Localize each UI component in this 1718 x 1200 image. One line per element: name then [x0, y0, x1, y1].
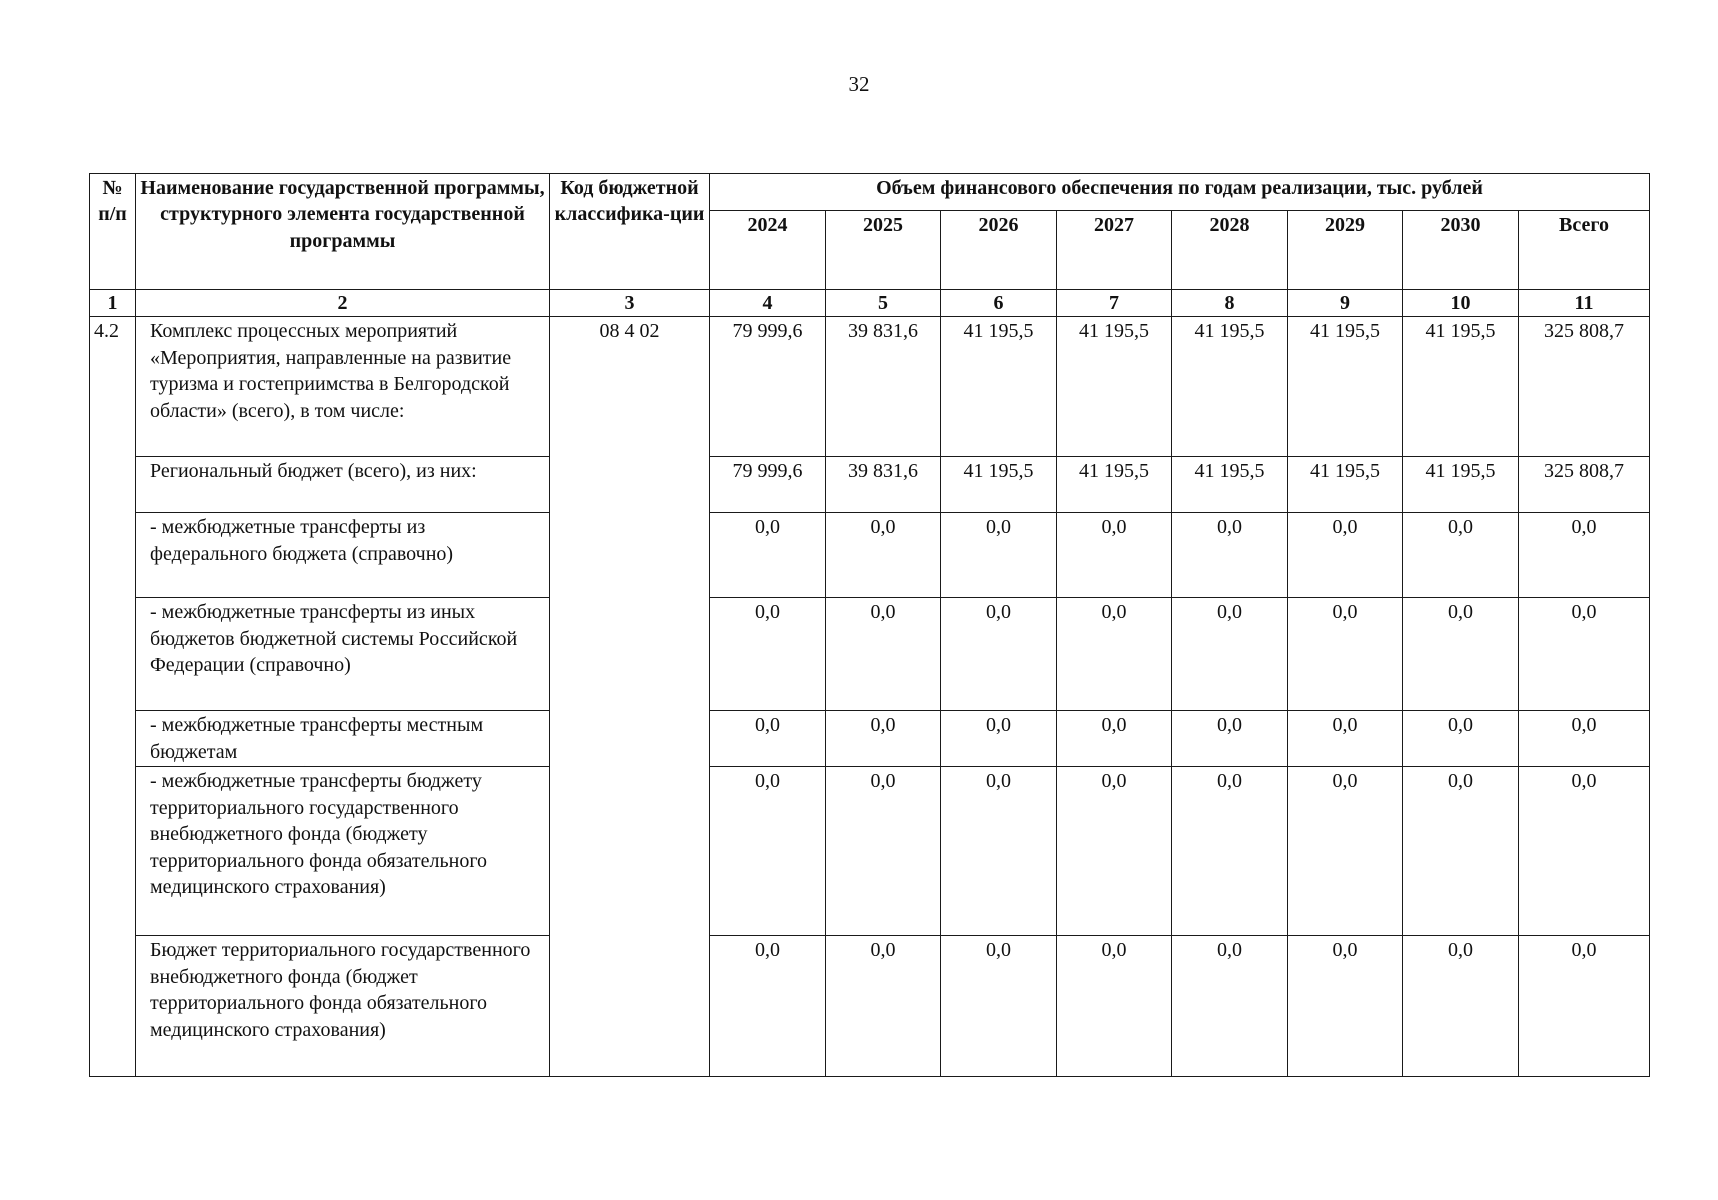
cell-value: 41 195,5: [1403, 317, 1519, 457]
table-row: [90, 513, 1650, 598]
cell-value: 0,0: [1403, 598, 1519, 711]
cell-value: 0,0: [941, 513, 1057, 598]
header-year: 2029: [1288, 211, 1403, 290]
cell-value: 0,0: [941, 598, 1057, 711]
budget-code: 08 4 02: [550, 317, 710, 1077]
item-number: 4.2: [90, 317, 136, 1077]
table-row: [90, 457, 1650, 513]
table-row: [90, 767, 1650, 936]
cell-value: 0,0: [1403, 767, 1519, 936]
column-number: 3: [550, 290, 710, 317]
cell-value: 0,0: [710, 513, 826, 598]
cell-value: 0,0: [826, 513, 941, 598]
cell-value: 0,0: [1519, 711, 1650, 767]
row-name: - межбюджетные трансферты местным бюджетам: [136, 711, 550, 767]
column-number: 8: [1172, 290, 1288, 317]
header-year: 2027: [1057, 211, 1172, 290]
budget-table: [89, 173, 1650, 1077]
cell-value: 0,0: [1288, 936, 1403, 1077]
cell-value: 41 195,5: [941, 317, 1057, 457]
cell-value: 0,0: [1519, 598, 1650, 711]
cell-value: 0,0: [1172, 711, 1288, 767]
column-number: 1: [90, 290, 136, 317]
table-row: [90, 936, 1650, 1077]
cell-value: 0,0: [710, 711, 826, 767]
cell-value: 0,0: [710, 767, 826, 936]
cell-value: 0,0: [1403, 513, 1519, 598]
row-name: - межбюджетные трансферты из иных бюджетов бюджетной системы Российской Федерации (справочно): [136, 598, 550, 711]
column-number: 9: [1288, 290, 1403, 317]
table-row: [90, 711, 1650, 767]
row-name: Бюджет территориального государственного внебюджетного фонда (бюджет территориального фонда обязательного медицинского страхования): [136, 936, 550, 1077]
cell-value: 0,0: [826, 936, 941, 1077]
cell-value: 0,0: [1172, 767, 1288, 936]
row-name: Комплекс процессных мероприятий «Мероприятия, направленные на развитие туризма и гостеприимства в Белгородской области» (всего), в том числе:: [136, 317, 550, 457]
cell-value: 0,0: [1519, 767, 1650, 936]
row-name: Региональный бюджет (всего), из них:: [136, 457, 550, 513]
cell-value: 0,0: [1057, 767, 1172, 936]
table-row: [90, 317, 1650, 457]
row-name: - межбюджетные трансферты из федерального бюджета (справочно): [136, 513, 550, 598]
cell-value: 0,0: [1288, 598, 1403, 711]
cell-value: 0,0: [1519, 513, 1650, 598]
cell-value: 325 808,7: [1519, 457, 1650, 513]
header-total: Всего: [1519, 211, 1650, 290]
cell-value: 0,0: [826, 598, 941, 711]
cell-value: 0,0: [826, 767, 941, 936]
cell-value: 0,0: [1288, 767, 1403, 936]
table-row: [90, 598, 1650, 711]
cell-value: 39 831,6: [826, 457, 941, 513]
cell-value: 41 195,5: [941, 457, 1057, 513]
column-number: 11: [1519, 290, 1650, 317]
cell-value: 41 195,5: [1403, 457, 1519, 513]
cell-value: 39 831,6: [826, 317, 941, 457]
cell-value: 0,0: [1288, 513, 1403, 598]
column-number: 4: [710, 290, 826, 317]
cell-value: 0,0: [941, 767, 1057, 936]
header-year: 2026: [941, 211, 1057, 290]
row-name: - межбюджетные трансферты бюджету территориального государственного внебюджетного фонда (бюджету территориального фонда обязательного медицинского страхования): [136, 767, 550, 936]
header-name: Наименование государственной программы, структурного элемента государственной программы: [136, 174, 550, 290]
column-number: 6: [941, 290, 1057, 317]
cell-value: 41 195,5: [1057, 457, 1172, 513]
header-year: 2024: [710, 211, 826, 290]
column-number: 10: [1403, 290, 1519, 317]
header-num: № п/п: [90, 174, 136, 290]
cell-value: 0,0: [1519, 936, 1650, 1077]
cell-value: 0,0: [941, 711, 1057, 767]
cell-value: 0,0: [1057, 711, 1172, 767]
cell-value: 0,0: [1288, 711, 1403, 767]
column-number: 5: [826, 290, 941, 317]
header-year: 2028: [1172, 211, 1288, 290]
cell-value: 41 195,5: [1057, 317, 1172, 457]
header-code: Код бюджетной классифика-ции: [550, 174, 710, 290]
cell-value: 0,0: [1403, 936, 1519, 1077]
header-volume: Объем финансового обеспечения по годам реализации, тыс. рублей: [710, 174, 1650, 211]
cell-value: 79 999,6: [710, 317, 826, 457]
cell-value: 0,0: [941, 936, 1057, 1077]
column-number: 2: [136, 290, 550, 317]
cell-value: 0,0: [826, 711, 941, 767]
cell-value: 0,0: [1172, 598, 1288, 711]
header-year: 2030: [1403, 211, 1519, 290]
cell-value: 0,0: [710, 936, 826, 1077]
cell-value: 41 195,5: [1288, 317, 1403, 457]
cell-value: 41 195,5: [1172, 317, 1288, 457]
header-year: 2025: [826, 211, 941, 290]
cell-value: 41 195,5: [1172, 457, 1288, 513]
cell-value: 0,0: [1172, 513, 1288, 598]
cell-value: 0,0: [710, 598, 826, 711]
page-number: 32: [848, 72, 870, 96]
column-number: 7: [1057, 290, 1172, 317]
cell-value: 0,0: [1172, 936, 1288, 1077]
cell-value: 79 999,6: [710, 457, 826, 513]
cell-value: 41 195,5: [1288, 457, 1403, 513]
cell-value: 0,0: [1057, 598, 1172, 711]
cell-value: 0,0: [1057, 936, 1172, 1077]
cell-value: 0,0: [1057, 513, 1172, 598]
cell-value: 0,0: [1403, 711, 1519, 767]
cell-value: 325 808,7: [1519, 317, 1650, 457]
